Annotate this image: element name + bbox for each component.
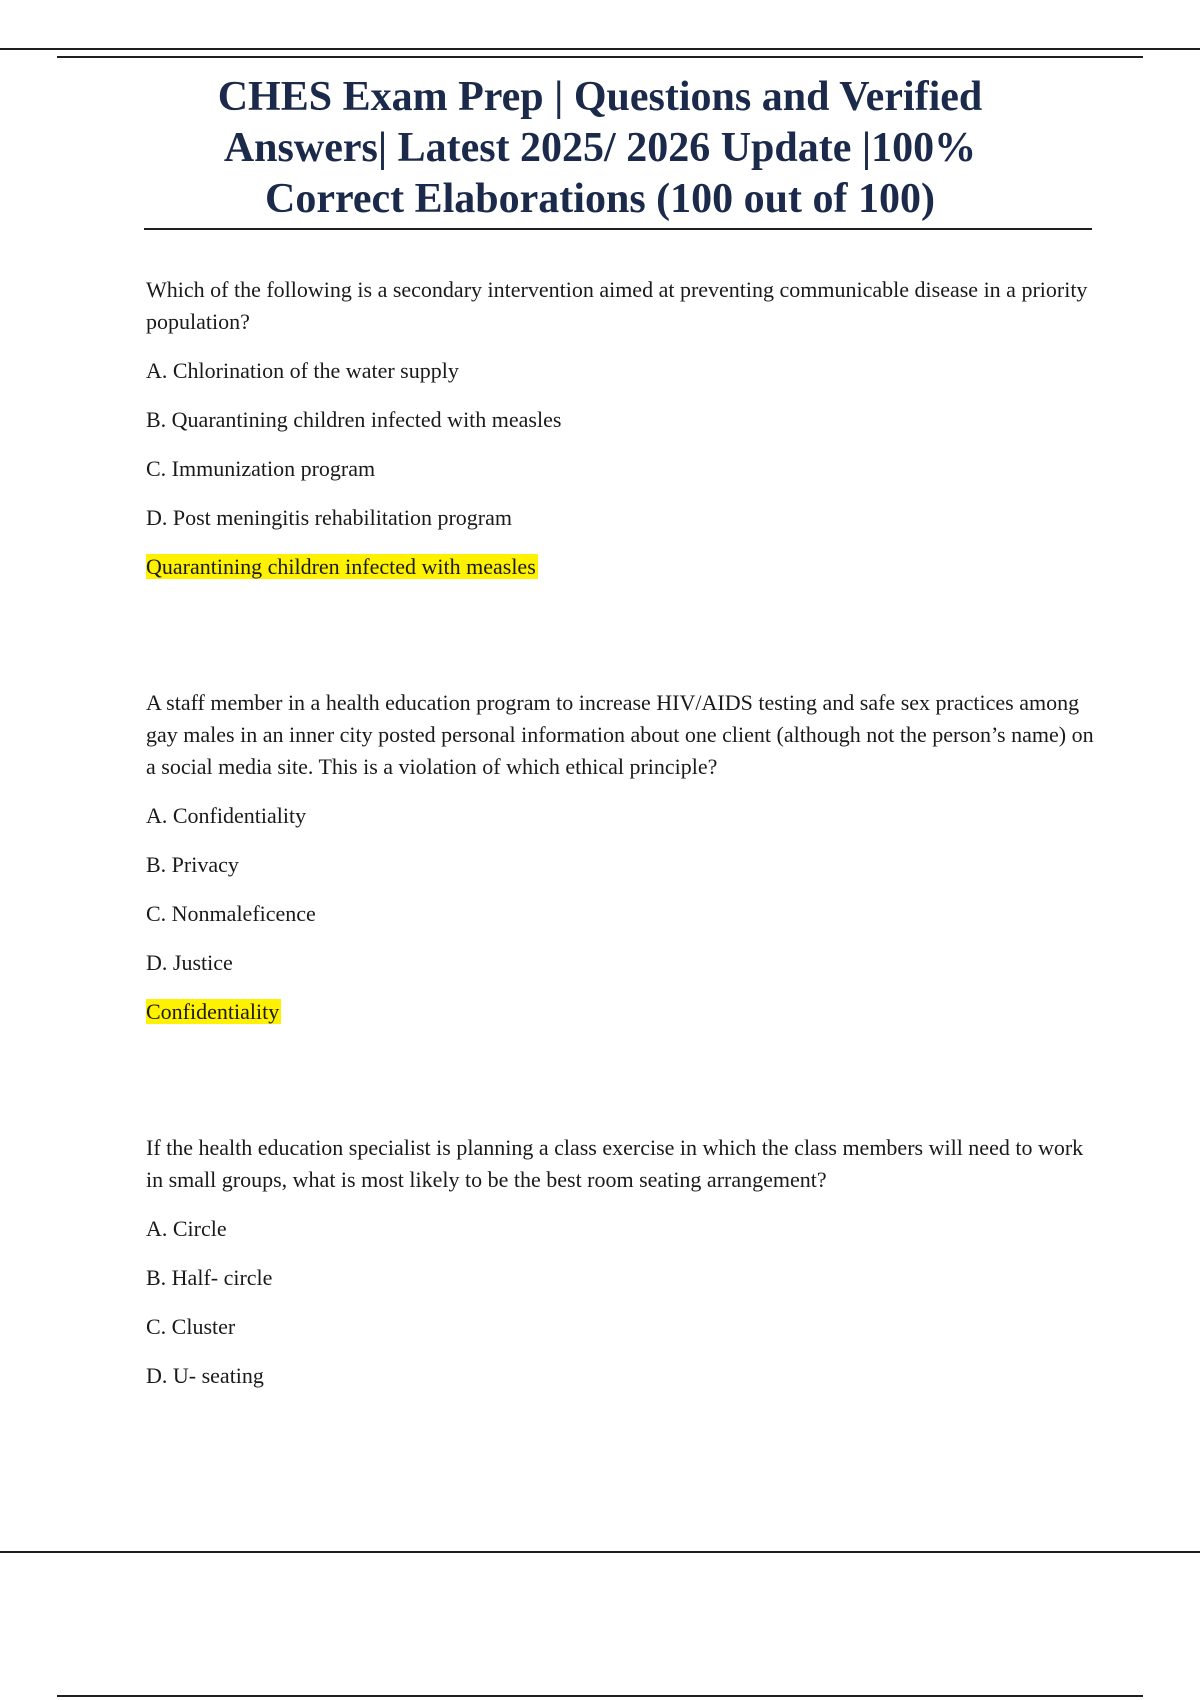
question-3-option-c: C. Cluster <box>146 1314 236 1339</box>
question-2-option-a: A. Confidentiality <box>146 803 307 828</box>
title-line-2: Answers| Latest 2025/ 2026 Update |100% <box>223 125 977 171</box>
question-2-option-d: D. Justice <box>146 950 233 975</box>
question-1-answer-highlight: Quarantining children infected with measles <box>146 554 536 579</box>
question-1-option-b: B. Quarantining children infected with measles <box>146 407 562 432</box>
question-list <box>146 274 1096 1409</box>
next-page-top-rule <box>57 1695 1143 1697</box>
question-1 <box>146 274 1096 583</box>
question-1-option-a: A. Chlorination of the water supply <box>146 358 459 383</box>
question-2 <box>146 687 1096 1028</box>
question-2-text: A staff member in a health education program to increase HIV/AIDS testing and safe sex practices among gay males in an inner city posted personal information about one client (although not the person’s name) on a social media site. This is a violation of which ethical principle? <box>146 690 1094 779</box>
question-3-option-b: B. Half- circle <box>146 1265 273 1290</box>
question-2-answer-highlight: Confidentiality <box>146 999 280 1024</box>
top-border-rule <box>0 48 1200 50</box>
title-line-1: CHES Exam Prep | Questions and Verified <box>217 74 983 120</box>
question-1-text: Which of the following is a secondary intervention aimed at preventing communicable disease in a priority population? <box>146 277 1088 334</box>
top-inner-rule <box>57 56 1143 58</box>
question-1-option-d: D. Post meningitis rehabilitation program <box>146 505 513 530</box>
question-2-option-c: C. Nonmaleficence <box>146 901 316 926</box>
question-1-option-c: C. Immunization program <box>146 456 376 481</box>
document-title <box>100 72 1100 225</box>
question-2-option-b: B. Privacy <box>146 852 239 877</box>
question-3-option-a: A. Circle <box>146 1216 227 1241</box>
question-1-answer <box>146 551 1096 583</box>
title-line-3: Correct Elaborations (100 out of 100) <box>265 176 935 222</box>
question-2-answer <box>146 996 1096 1028</box>
bottom-border-rule <box>0 1551 1200 1553</box>
title-underline <box>144 228 1092 230</box>
question-3-option-d: D. U- seating <box>146 1363 264 1388</box>
question-3-text: If the health education specialist is planning a class exercise in which the class members will need to work in small groups, what is most likely to be the best room seating arrangement? <box>146 1135 1084 1192</box>
question-3 <box>146 1132 1096 1392</box>
